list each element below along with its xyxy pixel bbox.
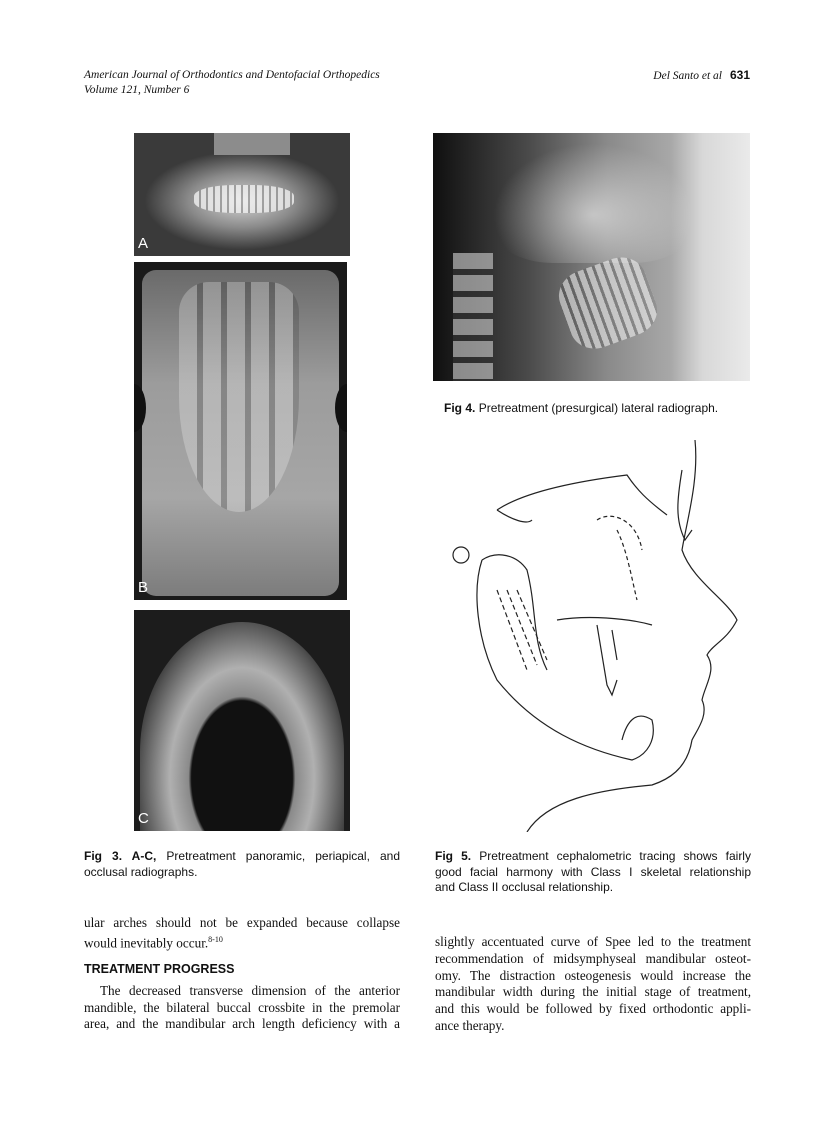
- fig3b-periapical-radiograph: [134, 262, 347, 600]
- fig5-caption-label: Fig 5.: [435, 849, 472, 863]
- fig5-cephalometric-tracing: [437, 440, 750, 832]
- body-line: The decreased transverse dimension of the anterior: [100, 982, 400, 998]
- body-line: and this would be followed by fixed orthodontic appli-: [435, 1001, 751, 1017]
- redaction-box: [214, 133, 290, 155]
- body-line: ance therapy.: [435, 1017, 505, 1033]
- journal-volume: Volume 121, Number 6: [84, 84, 190, 96]
- right-column-text: [435, 934, 751, 1035]
- nasal-line: [678, 470, 692, 540]
- fig3c-occlusal-radiograph: [134, 610, 350, 831]
- body-line: mandibular width during the initial stage of treatment,: [435, 984, 751, 1000]
- fig3a-panoramic-radiograph: [134, 133, 350, 256]
- fig3-caption-label: Fig 3. A-C,: [84, 849, 157, 863]
- fig5-caption-line: Pretreatment cephalometric tracing shows fairly: [479, 849, 751, 863]
- fig3-caption: [84, 849, 400, 880]
- fig4-caption: [444, 401, 718, 417]
- body-line: mandible, the bilateral buccal crossbite in the premolar: [84, 999, 400, 1015]
- left-column-text: [84, 915, 400, 1033]
- body-line: area, and the mandibular arch length deficiency with a: [84, 1016, 400, 1032]
- panel-label-c: C: [138, 810, 149, 827]
- fig4-lateral-radiograph: [433, 133, 750, 381]
- fig4-caption-label: Fig 4.: [444, 401, 476, 415]
- fig5-caption-line: and Class II occlusal relationship.: [435, 880, 614, 894]
- body-line: slightly accentuated curve of Spee led to the treatment: [435, 934, 751, 949]
- citation-ref: 8-10: [208, 934, 223, 944]
- body-line: ular arches should not be expanded because collapse: [84, 915, 400, 930]
- fig3-caption-line: Pretreatment panoramic, periapical, and: [166, 849, 400, 863]
- journal-title: American Journal of Orthodontics and Dentofacial Orthopedics: [84, 69, 380, 81]
- panel-label-b: B: [138, 579, 149, 596]
- mandible-outline: [477, 555, 653, 760]
- body-line: recommendation of midsymphyseal mandibular osteot-: [435, 950, 751, 966]
- running-header-right: [653, 68, 750, 84]
- pterygoid-lines: [497, 590, 547, 670]
- profile-outline: [527, 440, 737, 832]
- cranial-base: [497, 475, 667, 522]
- section-heading: TREATMENT PROGRESS: [84, 961, 235, 976]
- authors: Del Santo et al: [653, 70, 722, 82]
- panel-label-a: A: [138, 235, 149, 252]
- fig5-caption: [435, 849, 751, 896]
- fig5-caption-line: good facial harmony with Class I skeletal relationship: [435, 864, 751, 879]
- teeth: [557, 618, 652, 695]
- body-line: omy. The distraction osteogenesis would increase the: [435, 967, 751, 983]
- sella: [453, 547, 469, 563]
- running-header-left: [84, 68, 380, 98]
- fig4-caption-text: Pretreatment (presurgical) lateral radiograph.: [478, 401, 719, 415]
- orbit: [597, 516, 642, 600]
- body-line: would inevitably occur.: [84, 935, 209, 951]
- teeth-row: [194, 185, 294, 213]
- fig3-caption-line: occlusal radiographs.: [84, 864, 198, 879]
- page-number: 631: [729, 68, 750, 82]
